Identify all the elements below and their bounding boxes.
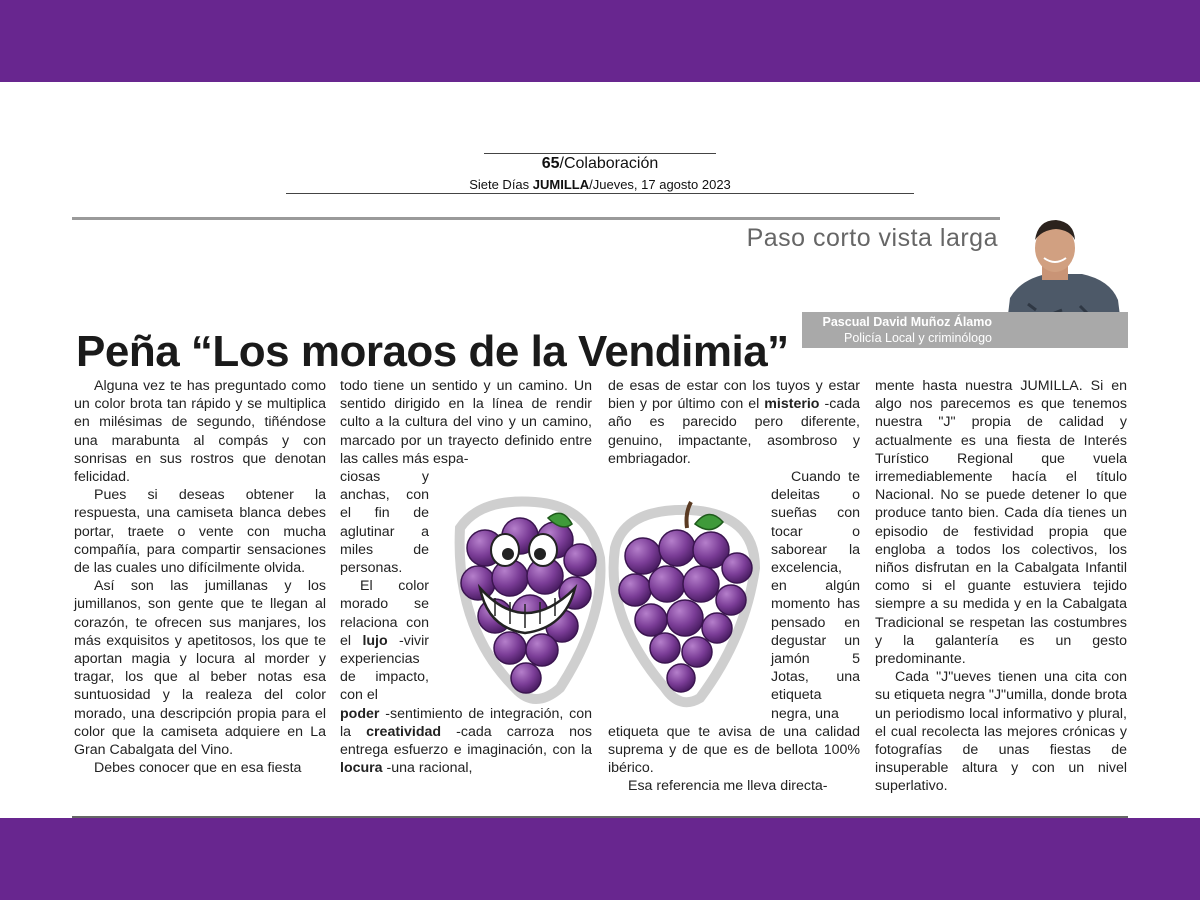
paragraph: Debes conocer que en esa fiesta bbox=[94, 760, 302, 777]
grape-illustration bbox=[440, 488, 770, 713]
paragraph bbox=[340, 577, 429, 704]
text-run: -sentimiento de integración, con la bbox=[340, 705, 592, 740]
column-name: Paso corto vista larga bbox=[746, 224, 998, 252]
keyword-misterio: misterio bbox=[764, 396, 820, 413]
publication-date: /Jueves, 17 agosto 2023 bbox=[589, 177, 731, 192]
paragraph: Cuando te deleitas o sueñas con tocar o saborear la excelencia, en algún momento has pensado en degustar un jamón 5 Jotas, una etiqueta negra, una bbox=[771, 469, 860, 722]
wrap-text-block bbox=[340, 468, 429, 705]
paragraph: mente hasta nuestra JUMILLA. Si en algo nos parecemos es que tenemos nuestra "J" propia de calidad y actualmente es una fiesta de Interés Turístico Regional que vuela irremediablemente hacía el título Nacional. No se puede detener lo que produce tanto bien. Cada día tienes un episodio de festividad propia que engloba a todos los colectivos, los niños disfrutan en la Cabalgata Infantil como si el guante estuviera tejido siempre a su medida y en la Cabalgata Tradicional se respetan las costumbres y la galantería es un gesto predominante. bbox=[875, 378, 1127, 668]
text-run: de esas de estar con los tuyos y estar bien y por último con el bbox=[608, 378, 860, 413]
text-run: -una racional, bbox=[382, 760, 473, 777]
page-section-line bbox=[0, 155, 1200, 173]
section-name: /Colaboración bbox=[559, 155, 659, 172]
page-number: 65 bbox=[541, 155, 560, 172]
author-role: Policía Local y criminólogo bbox=[844, 331, 992, 345]
paragraph: Pues si deseas obtener la respuesta, una camiseta blanca debes portar, traete o vente con mucha compañía, para compartir sensaciones de las cuales uno difícilmente olvida. bbox=[74, 487, 326, 577]
paragraph bbox=[340, 705, 592, 778]
paragraph: ciosas y anchas, con el fin de aglutinar a miles de personas. bbox=[340, 469, 429, 577]
bottom-purple-band bbox=[0, 818, 1200, 900]
wrap-text-block bbox=[771, 468, 860, 723]
smiling-grape-illustration bbox=[460, 502, 601, 699]
paragraph: etiqueta que te avisa de una calidad suprema y de que es de bellota 100% ibérico. bbox=[608, 723, 860, 777]
paragraph: Esa referencia me lleva directa- bbox=[628, 778, 828, 795]
text-run: El color morado se relaciona con el bbox=[340, 578, 429, 649]
paragraph bbox=[608, 377, 860, 468]
masthead-bottom-rule bbox=[286, 193, 914, 194]
publication-prefix: Siete Días bbox=[469, 177, 533, 192]
paragraph: Cada "J"ueves tienen una cita con su etiqueta negra "J"umilla, donde brota un periodismo local informativo y plural, el cual recolecta las mejores crónicas y fotografías de unas fiestas de insuperable altura y con un nivel superlativo. bbox=[875, 669, 1127, 795]
paragraph: Alguna vez te has preguntado como un color brota tan rápido y se multiplica en milésimas de segundo, tiñéndose una marabunta al compás y con sonrisas en sus rostros que denotan felicidad. bbox=[74, 378, 326, 486]
paragraph: todo tiene un sentido y un camino. Un sentido dirigido en la línea de rendir culto a la cultura del vino y un camino, marcado por un trayecto definido entre las calles más espa- bbox=[340, 378, 592, 467]
publication-name: JUMILLA bbox=[532, 177, 590, 192]
paragraph: Así son las jumillanas y los jumillanos, son gente que te llegan al corazón, te ofrecen sus manjares, los más exquisitos y apetitosos, los que te aportan magia y locura al morder y tragar, los que al beber notas esa suntuosidad y la realeza del color morado, una descripción propia para el color que la camiseta adquiere en La Gran Cabalgata del Vino. bbox=[74, 578, 326, 759]
text-run: -vivir experiencias de impacto, con el bbox=[340, 632, 429, 704]
keyword-poder: poder bbox=[340, 705, 380, 722]
keyword-lujo: lujo bbox=[362, 632, 388, 649]
publication-line bbox=[0, 177, 1200, 192]
grape-bunch-illustration bbox=[614, 502, 755, 702]
text-run: -cada carroza nos entrega esfuerzo e imaginación, con la bbox=[340, 723, 593, 759]
section-rule bbox=[72, 217, 1128, 220]
text-run: -cada año es parecido pero diferente, genuino, impactante, asombroso y embriagador. bbox=[608, 396, 860, 467]
article-column-4 bbox=[875, 377, 1127, 796]
author-name: Pascual David Muñoz Álamo bbox=[822, 315, 992, 329]
author-byline bbox=[802, 312, 1128, 348]
article-column-1 bbox=[74, 377, 326, 777]
keyword-creatividad: creatividad bbox=[366, 723, 442, 740]
article-headline: Peña “Los moraos de la Vendimia” bbox=[76, 327, 789, 377]
keyword-locura: locura bbox=[340, 760, 383, 777]
masthead-top-rule bbox=[484, 153, 716, 154]
top-purple-band bbox=[0, 0, 1200, 82]
